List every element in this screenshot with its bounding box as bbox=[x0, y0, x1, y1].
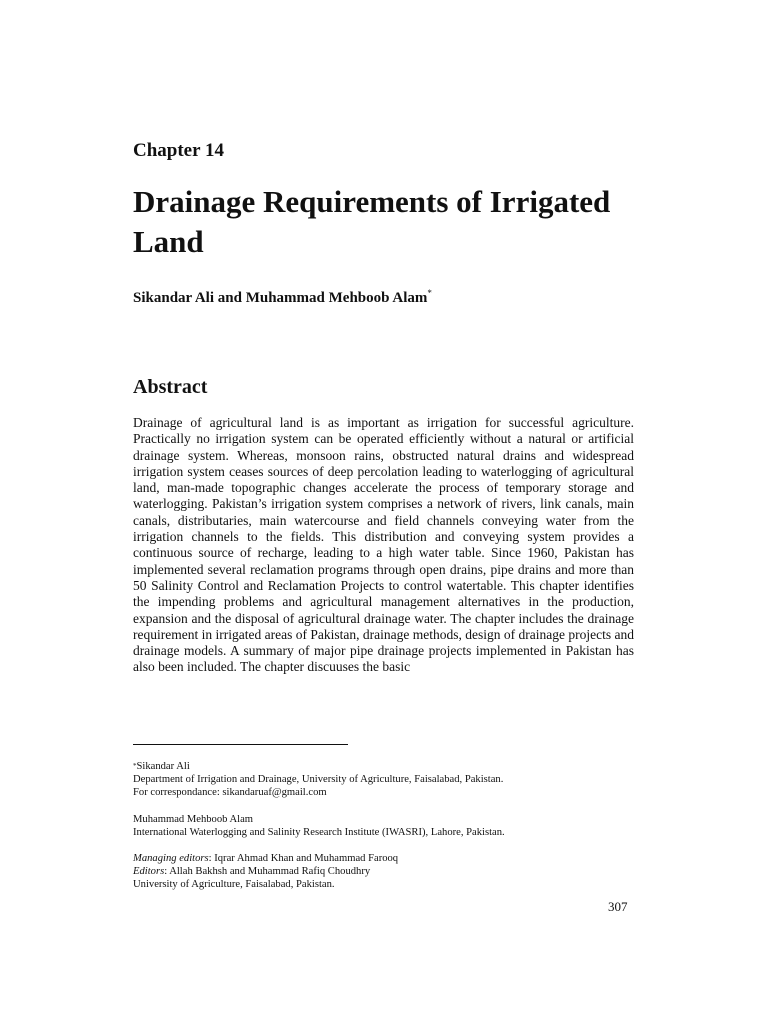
footnote-author1-affiliation: Department of Irrigation and Drainage, University of Agriculture, Faisalabad, Pakistan. bbox=[133, 774, 504, 786]
editors-label: Editors bbox=[133, 866, 165, 878]
footnote-spacer bbox=[133, 839, 653, 852]
author-names: Sikandar Ali and Muhammad Mehboob Alam bbox=[133, 290, 428, 306]
editors-names: : Allah Bakhsh and Muhammad Rafiq Choudhry bbox=[164, 866, 371, 878]
chapter-title: Drainage Requirements of Irrigated Land bbox=[133, 184, 611, 259]
author-footnote-marker: * bbox=[427, 288, 432, 298]
footnote-editors bbox=[133, 865, 653, 878]
chapter-label: Chapter 14 bbox=[133, 140, 224, 161]
footnote-author2-name: Muhammad Mehboob Alam bbox=[133, 813, 254, 825]
managing-editors-label: Managing editors bbox=[133, 853, 209, 865]
footnote-university: University of Agriculture, Faisalabad, Pakistan. bbox=[133, 879, 335, 891]
footnote-divider bbox=[133, 744, 348, 745]
footnote-author1-name: *Sikandar Ali bbox=[133, 761, 190, 772]
footnote-spacer bbox=[133, 800, 653, 813]
footnote-marker: * bbox=[133, 762, 137, 770]
footnote-author1-contact: For correspondance: sikandaruaf@gmail.com bbox=[133, 787, 327, 799]
author-line bbox=[133, 290, 432, 307]
abstract-heading: Abstract bbox=[133, 376, 208, 398]
footnotes bbox=[133, 760, 653, 892]
managing-editors-names: : Iqrar Ahmad Khan and Muhammad Farooq bbox=[208, 853, 399, 865]
abstract-text: Drainage of agricultural land is as important as irrigation for successful agriculture. Practically no irrigation system can be operated efficiently without a natural or artificial drainage system. Whereas, monsoon rains, obstructed natural drains and widespread irrigation system ceases sources of deep percolation leading to waterlogging of agricultural land, man-made topographic changes accelerate the process of temporary storage and waterlogging. Pakistan’s irrigation system comprises a network of rivers, link canals, main canals, distributaries, main watercourse and field channels conveying water from the irrigation channels to the fields. This distribution and conveying system provides a continuous source of recharge, leading to a high water table. Since 1960, Pakistan has implemented several reclamation programs through open drains, pipe drains and more than 50 Salinity Control and Reclamation Projects to control watertable. This chapter identifies the impending problems and agricultural management alternatives in the production, expansion and the disposal of agricultural drainage water. The chapter includes the drainage requirement in irrigated areas of Pakistan, drainage methods, design of drainage projects and drainage models. A summary of major pipe drainage projects implemented in Pakistan has also been included. The chapter discuuses the basic bbox=[133, 415, 634, 675]
footnote-managing-editors bbox=[133, 852, 653, 865]
footnote-author2-affiliation: International Waterlogging and Salinity Research Institute (IWASRI), Lahore, Pakistan. bbox=[133, 826, 505, 838]
page-number: 307 bbox=[608, 899, 628, 914]
